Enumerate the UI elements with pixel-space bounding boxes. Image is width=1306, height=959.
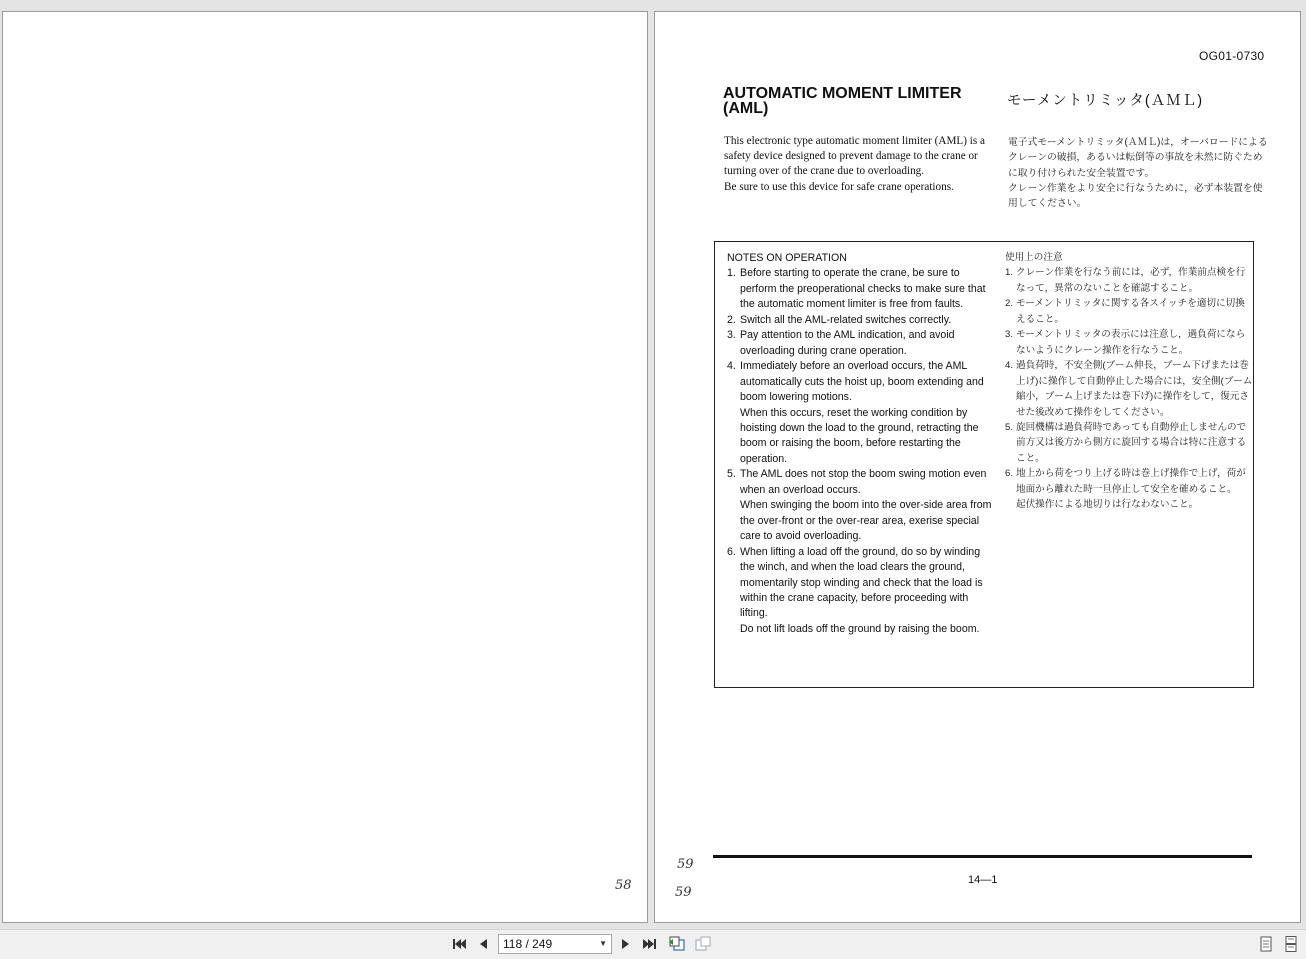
title-english-line2: (AML) xyxy=(723,100,769,117)
single-page-icon xyxy=(1259,936,1273,952)
note-body xyxy=(740,266,992,312)
notes-japanese-list xyxy=(1005,265,1253,512)
title-english xyxy=(723,86,993,116)
note-number: 3. xyxy=(1005,329,1014,341)
page-number-select[interactable] xyxy=(498,934,612,954)
notes-on-operation-box xyxy=(714,241,1254,688)
note-paragraph: When this occurs, reset the working condition by hoisting down the load to the ground, retracting the boom or raising the boom, before restarting the operation. xyxy=(740,406,979,465)
forward-view-icon xyxy=(694,936,712,952)
single-page-view-button[interactable] xyxy=(1257,935,1275,953)
note-item-en-4 xyxy=(727,359,992,467)
intro-japanese-para: クレーン作業をより安全に行なうために，必ず本装置を使用してください。 xyxy=(1008,182,1263,210)
note-paragraph: Before starting to operate the crane, be sure to perform the preoperational checks to make sure that the automatic moment limiter is free from faults. xyxy=(740,267,986,311)
note-number: 6. xyxy=(1005,468,1014,480)
note-paragraph: Immediately before an overload occurs, the AML automatically cuts the hoist up, boom extending and boom lowering motions. xyxy=(740,360,984,404)
note-item-en-1 xyxy=(727,266,992,312)
previous-page-button[interactable] xyxy=(474,935,492,953)
left-page xyxy=(2,11,648,923)
note-body xyxy=(740,313,992,328)
note-number: 4. xyxy=(1005,360,1014,372)
note-paragraph: モーメントリミッタに関する各スイッチを適切に切換えること。 xyxy=(1016,298,1245,325)
chevron-down-icon: ▼ xyxy=(599,939,607,948)
right-page xyxy=(654,11,1301,923)
note-item-jp-3 xyxy=(1005,327,1253,358)
intro-japanese xyxy=(1008,135,1270,211)
note-body xyxy=(740,328,992,359)
note-number: 1. xyxy=(727,267,736,280)
continuous-view-button[interactable] xyxy=(1282,935,1300,953)
intro-english-para: This electronic type automatic moment limiter (AML) is a safety device designed to prevent damage to the crane or turning over of the crane due to overloading. xyxy=(724,135,985,178)
notes-heading-english: NOTES ON OPERATION xyxy=(727,252,847,264)
previous-page-icon xyxy=(477,937,489,951)
note-body xyxy=(1016,327,1253,358)
note-number: 3. xyxy=(727,329,736,342)
note-item-jp-5 xyxy=(1005,420,1253,466)
note-paragraph: When swinging the boom into the over-side area from the over-front or the over-rear area, exerise special care to avoid overloading. xyxy=(740,499,992,543)
note-item-jp-2 xyxy=(1005,296,1253,327)
notes-english-list xyxy=(727,266,992,637)
back-view-icon xyxy=(668,936,686,952)
page-indicator: 118 / 249 xyxy=(503,937,553,951)
note-paragraph: 起伏操作による地切りは行なわないこと。 xyxy=(1016,499,1199,511)
note-number: 5. xyxy=(727,468,736,481)
next-page-icon xyxy=(620,937,632,951)
notes-japanese xyxy=(1005,250,1253,513)
intro-english-para: Be sure to use this device for safe crane operations. xyxy=(724,180,954,193)
notes-english xyxy=(727,251,992,637)
intro-english xyxy=(724,134,994,195)
note-paragraph: 過負荷時，不安全側(ブーム伸長，ブーム下げまたは巻上げ)に操作して自動停止した場合には，安全側(ブーム縮小，ブーム上げまたは巻下げ)に操作をして，復元させた後改めて操作をしてください。 xyxy=(1016,360,1253,418)
title-japanese: モーメントリミッタ(ＡＭＬ) xyxy=(1007,93,1204,109)
note-body xyxy=(740,467,992,544)
note-body xyxy=(740,545,992,638)
note-number: 1. xyxy=(1005,267,1014,279)
note-item-en-2 xyxy=(727,313,992,328)
note-body xyxy=(1016,420,1253,466)
last-page-icon xyxy=(642,937,658,951)
go-forward-view-button[interactable] xyxy=(694,935,712,953)
note-paragraph: モーメントリミッタの表示には注意し，過負荷にならないようにクレーン操作を行なうこと。 xyxy=(1016,329,1246,356)
note-paragraph: クレーン作業を行なう前には，必ず，作業前点検を行なって，異常のないことを確認すること。 xyxy=(1016,267,1246,294)
note-number: 2. xyxy=(727,313,736,326)
note-item-en-6 xyxy=(727,545,992,638)
handwritten-page-number: 59 xyxy=(675,885,692,900)
note-paragraph: Switch all the AML-related switches correctly. xyxy=(740,313,952,326)
note-item-jp-6 xyxy=(1005,466,1253,512)
note-body xyxy=(1016,296,1253,327)
note-number: 5. xyxy=(1005,421,1014,433)
next-page-button[interactable] xyxy=(617,935,635,953)
last-page-button[interactable] xyxy=(641,935,659,953)
note-body xyxy=(1016,466,1253,512)
notes-heading-japanese: 使用上の注意 xyxy=(1005,252,1063,263)
go-back-view-button[interactable] xyxy=(668,935,686,953)
note-item-en-3 xyxy=(727,328,992,359)
note-paragraph: 地上から荷をつり上げる時は巻上げ操作で上げ，荷が地面から離れた時一旦停止して安全を確めること。 xyxy=(1016,468,1246,495)
note-body xyxy=(1016,358,1253,420)
note-paragraph: Do not lift loads off the ground by raising the boom. xyxy=(740,622,980,635)
note-item-en-5 xyxy=(727,467,992,544)
note-paragraph: 旋回機構は過負荷時であっても自動停止しませんので前方又は後方から側方に旋回する場合は特に注意すること。 xyxy=(1016,421,1247,464)
note-paragraph: When lifting a load off the ground, do so by winding the winch, and when the load clears the ground, momentarily stop winding and check that the load is within the crane capacity, before proceeding with lifting. xyxy=(740,545,983,620)
page-footer-number: 14—1 xyxy=(968,874,998,886)
note-item-jp-4 xyxy=(1005,358,1253,420)
first-page-button[interactable] xyxy=(450,935,468,953)
title-english-line1: AUTOMATIC MOMENT LIMITER xyxy=(723,85,962,102)
note-body xyxy=(740,359,992,467)
handwritten-page-number: 58 xyxy=(615,878,632,893)
viewer-toolbar xyxy=(0,929,1306,959)
continuous-pages-icon xyxy=(1284,936,1298,952)
note-paragraph: The AML does not stop the boom swing motion even when an overload occurs. xyxy=(740,468,987,496)
first-page-icon xyxy=(451,937,467,951)
bottom-rule xyxy=(713,855,1252,858)
note-number: 2. xyxy=(1005,298,1014,310)
note-number: 4. xyxy=(727,360,736,373)
note-item-jp-1 xyxy=(1005,265,1253,296)
document-code: OG01-0730 xyxy=(1199,49,1265,63)
handwritten-page-number: 59 xyxy=(677,857,694,872)
intro-japanese-para: 電子式モーメントリミッタ(ＡＭＬ)は，オーバロードによるクレーンの破損，あるいは転倒等の事故を未然に防ぐために取り付けられた安全装置です。 xyxy=(1008,137,1268,179)
note-number: 6. xyxy=(727,545,736,558)
note-body xyxy=(1016,265,1253,296)
note-paragraph: Pay attention to the AML indication, and avoid overloading during crane operation. xyxy=(740,329,955,357)
